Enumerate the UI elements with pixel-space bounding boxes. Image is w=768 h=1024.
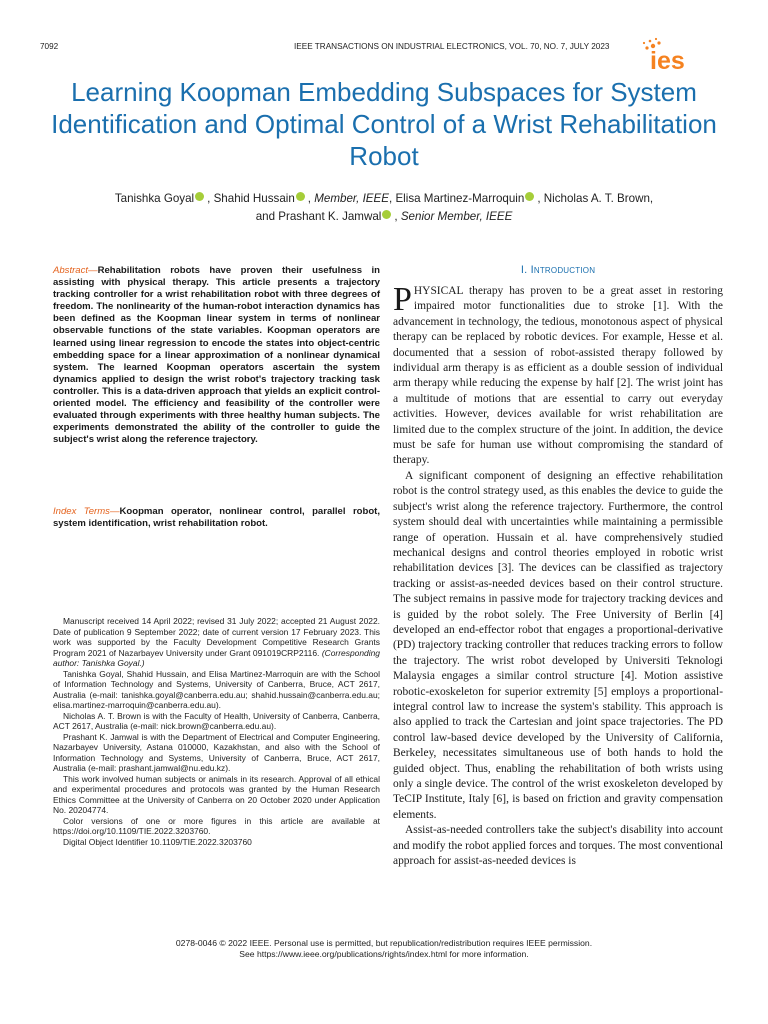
author-role: Senior Member, IEEE: [400, 210, 513, 223]
section-heading: [393, 264, 723, 276]
introduction-body: [393, 281, 723, 869]
orcid-icon[interactable]: [525, 192, 534, 201]
author-name: Elisa Martinez-Marroquin: [395, 192, 525, 205]
orcid-icon[interactable]: [382, 210, 391, 219]
footnote-ethics: This work involved human subjects or animals in its research. Approval of all ethical and experimental procedures and protocols was granted by the Human Research Ethics Committee at the University of Canberra on 20 October 2020 under Application No. 20204774.: [53, 773, 380, 815]
section-title: Introduction: [530, 264, 596, 276]
footnotes: [53, 616, 380, 847]
ies-logo-text: ies: [650, 47, 685, 75]
paragraph: PHYSICAL therapy has proven to be a great asset in restoring impaired motor functionalities due to stroke [1]. With the advancement in technology, the tedious, monotonous aspect of physical therapy can be replaced by robotic devices. For example, Hesse et al. documented that a session of robot-assisted therapy followed by individual arm therapy is as efficient as a double session of individual arm therapy while reducing the expense by half [2]. The wrist joint has a multitude of motions that are essential to carry out everyday activities. However, devices available for wrist rehabilitation are limited due to the complex structure of the joint. In addition, the device must be safe for human use without compromising the standard of therapy.: [393, 281, 723, 467]
journal-header: IEEE TRANSACTIONS ON INDUSTRIAL ELECTRONICS, VOL. 70, NO. 7, JULY 2023: [294, 42, 610, 51]
copyright-line: See https://www.ieee.org/publications/rights/index.html for more information.: [239, 949, 529, 959]
paragraph: A significant component of designing an effective rehabilitation robot is the control strategy used, as this enables the device to guide the subject's wrist along the reference trajectory. Furthermore, the control system should deal with uncertainties while maintaining a permissible range of operation. Hussain et al. have comprehensively studied mechanical designs and control theories employed in robotic wrist rehabilitation devices [3]. The devices can be classified as trajectory tracking or assist-as-needed devices based on their control structure. The subject remains in passive mode for trajectory tracking devices and is guided by the robot solely. The Free University of Berlin [4] developed an end-effector robot that engages a proportional-derivative (PD) trajectory tracking controller that reduces tracking errors to follow the trajectory. The wrist robot developed by Universiti Teknologi Malaysia engages a similar control structure [4]. Motion assistive robotic-exoskeleton for superior extremity [5] employs a proportional-integral control law to increase the system's stability. This approach is also applied to track the Cartesian and joint space trajectories. The PD control law-based device developed by the University of California, Berkeley, necessitates simultaneous use of both hands to hold the guided object. Thus, enabling the rehabilitation of both wrists using only a single device. The control of the wrist exoskeleton developed by TeCIP Institute, Italy [6], is based on friction and gravity compensation elements.: [393, 469, 723, 821]
abstract-text: Rehabilitation robots have proven their usefulness in assisting with physical therapy. This article presents a trajectory tracking controller for a wrist rehabilitation robot with three degrees of freedom. The nonlinearity of the human-robot interaction dynamics has been defined as the Koopman linear system in terms of nonlinear observable functions of the state variables. Koopman operators are learned using linear regression to encode the states into object-centric embedding space for a linear approximation of a nonlinear dynamical system. The learned Koopman operators ascertain the system dynamics applied to design the wrist robot's trajectory tracking task controller. This is a data-driven approach that yields an explicit control-oriented model. The efficiency and feasibility of the controller were evaluated through experiments with three healthy human subjects. The experiments demonstrated the ability of the controller to guide the subject's wrist along the reference trajectory.: [53, 265, 380, 446]
footnote-affiliation: Prashant K. Jamwal is with the Department of Electrical and Computer Engineering, Nazarbayev University, Astana 010000, Kazakhstan, and also with the School of Information Technology and Systems, University of Canberra, Bruce, ACT 2617, Australia (e-mail: prashant.jamwal@nu.edu.kz).: [53, 731, 380, 773]
footnote-affiliation: Tanishka Goyal, Shahid Hussain, and Elisa Martinez-Marroquin are with the School of Information Technology and Systems, University of Canberra, Bruce, ACT 2617, Australia (e-mail: tanishka.goyal@canberra.edu.au; shahid.hussain@canberra.edu.au; elisa.martinez-marroquin@canberra.edu.au).: [53, 668, 380, 710]
footnote-doi: Digital Object Identifier 10.1109/TIE.2022.3203760: [63, 836, 252, 847]
author-name: Shahid Hussain: [213, 192, 295, 205]
author-conjunction: and: [255, 210, 276, 223]
abstract-lead: Abstract—: [53, 265, 98, 276]
author-name: Prashant K. Jamwal: [278, 210, 382, 223]
index-terms-lead: Index Terms—: [53, 506, 120, 517]
footnote-manuscript: Manuscript received 14 April 2022; revised 31 July 2022; accepted 21 August 2022. Date of publication 9 September 2022; date of current version 17 February 2023. This work was supported by the Faculty Development Competitive Research Grants Program 2021 of Nazarbayev University under Grant 091019CRP2116. (Corresponding author: Tanishka Goyal.): [53, 616, 380, 668]
page-number: 7092: [40, 42, 59, 51]
ies-logo: [640, 37, 726, 77]
index-terms-text: Koopman operator, nonlinear control, parallel robot, system identification, wrist rehabilitation robot.: [53, 506, 380, 530]
copyright-notice: [40, 938, 728, 960]
author-name: Nicholas A. T. Brown,: [543, 192, 654, 205]
author-list: Tanishka Goyal , Shahid Hussain , Member, IEEE, Elisa Martinez-Marroquin , Nicholas A. T. Brown, and Prashant K. Jamwal , Senior Member, IEEE: [114, 192, 654, 223]
copyright-line: 0278-0046 © 2022 IEEE. Personal use is permitted, but republication/redistribution requires IEEE permission.: [175, 938, 593, 948]
author-role: Member, IEEE: [314, 192, 389, 205]
orcid-icon[interactable]: [195, 192, 204, 201]
orcid-icon[interactable]: [296, 192, 305, 201]
index-terms: [53, 506, 380, 530]
section-number: I.: [520, 264, 528, 276]
footnote-affiliation: Nicholas A. T. Brown is with the Faculty of Health, University of Canberra, Canberra, ACT 2617, Australia (e-mail: nick.brown@canberra.edu.au).: [53, 710, 380, 731]
paper-title: Learning Koopman Embedding Subspaces for System Identification and Optimal Control of a Wrist Rehabilitation Robot: [51, 77, 717, 171]
paragraph: Assist-as-needed controllers take the subject's disability into account and modify the robot applied forces and torques. The most conventional approach for assist-as-needed devices is: [393, 824, 723, 868]
drop-cap: P: [393, 281, 412, 318]
author-name: Tanishka Goyal: [114, 192, 195, 205]
footnote-color: Color versions of one or more figures in this article are available at https://doi.org/10.1109/TIE.2022.3203760.: [53, 815, 380, 836]
abstract: [53, 265, 380, 446]
